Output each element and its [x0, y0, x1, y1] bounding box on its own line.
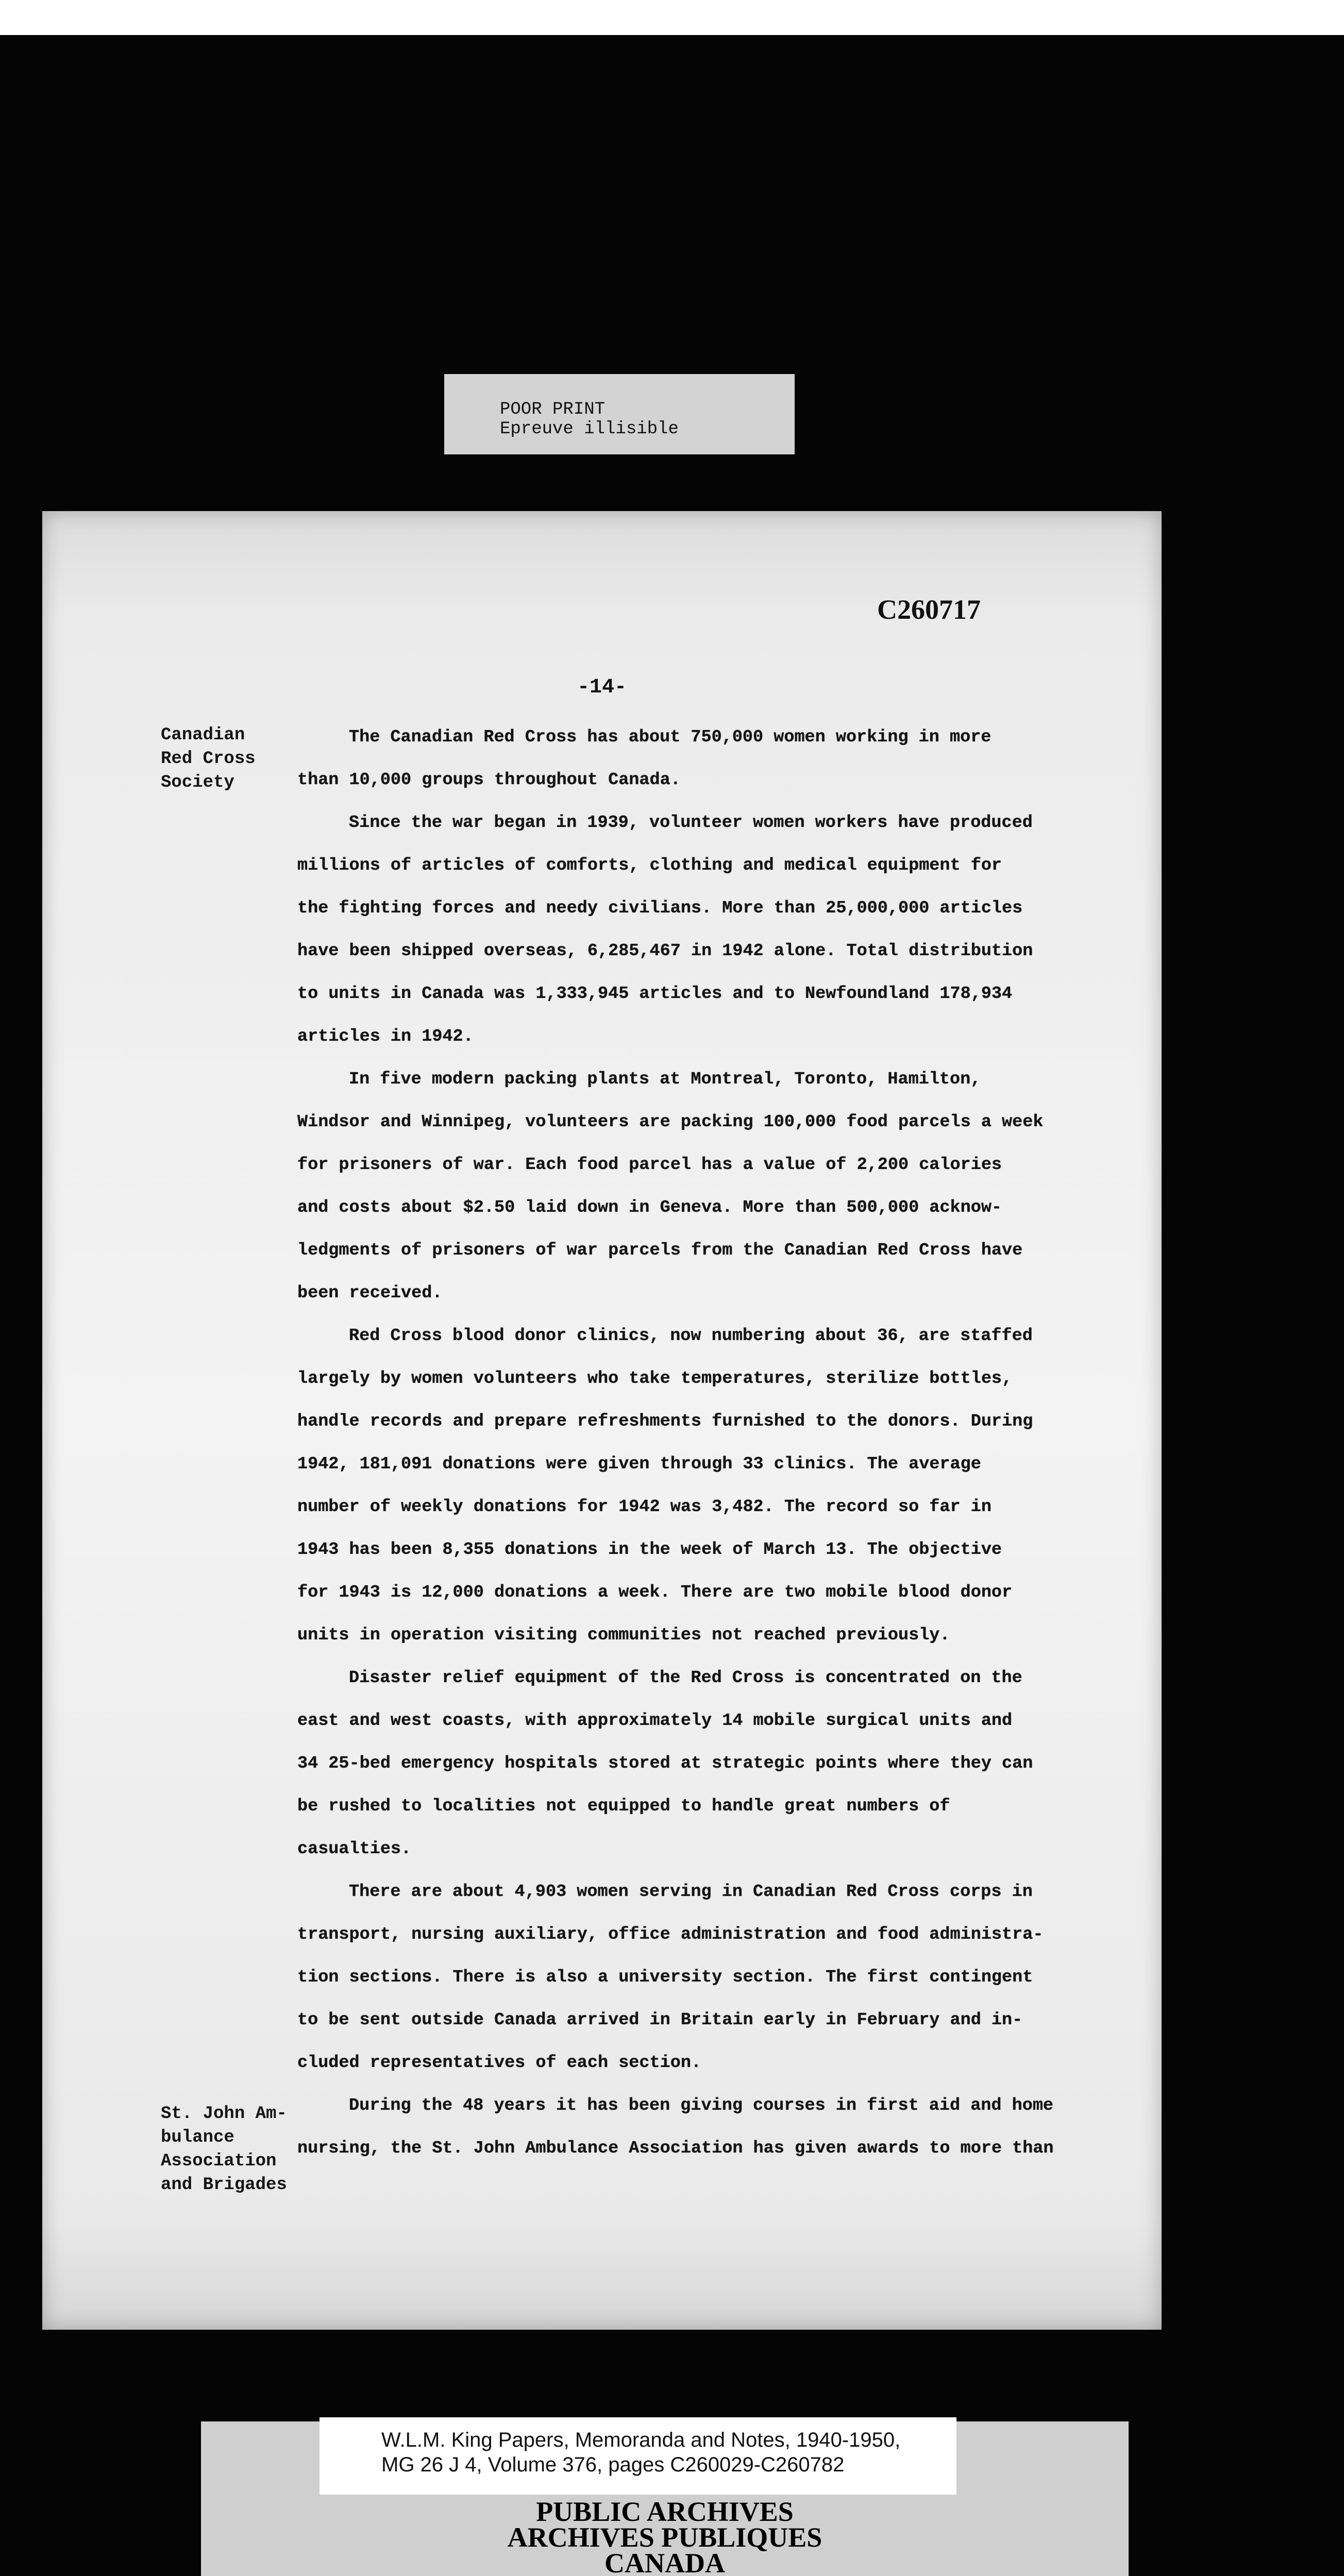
text-line: 1943 has been 8,355 donations in the week of March 13. The objective [297, 1540, 1002, 1560]
text-line: Red Cross blood donor clinics, now numbering about 36, are staffed [349, 1326, 1033, 1346]
public-archives-stamp [201, 2496, 1129, 2576]
text-line: 1942, 181,091 donations were given through 33 clinics. The average [297, 1454, 981, 1474]
poor-print-stamp [444, 374, 795, 454]
archive-citation-label [320, 2417, 956, 2495]
margin-note-red-cross [161, 723, 315, 794]
document-page [42, 511, 1162, 2330]
archives-stamp-line-2: ARCHIVES PUBLIQUES [507, 2522, 822, 2553]
margin-note-line: Red Cross [161, 749, 256, 769]
text-line: number of weekly donations for 1942 was 3,482. The record so far in [297, 1497, 992, 1517]
poor-print-line-1: POOR PRINT [500, 400, 606, 419]
poor-print-line-2: Epreuve illisible [500, 419, 679, 439]
text-line: millions of articles of comforts, clothing and medical equipment for [297, 856, 1002, 875]
citation-line-1: W.L.M. King Papers, Memoranda and Notes, 1940-1950, [381, 2429, 901, 2451]
margin-note-line: Canadian [161, 725, 245, 745]
text-line: Since the war began in 1939, volunteer women workers have produced [349, 813, 1033, 833]
text-line: be rushed to localities not equipped to handle great numbers of [297, 1797, 950, 1816]
text-line: and costs about $2.50 laid down in Geneva. More than 500,000 acknow- [297, 1198, 1002, 1217]
margin-note-line: Association [161, 2151, 277, 2171]
text-line: In five modern packing plants at Montreal, Toronto, Hamilton, [349, 1070, 981, 1089]
text-line: east and west coasts, with approximately 14 mobile surgical units and [297, 1711, 1013, 1731]
text-line: nursing, the St. John Ambulance Association has given awards to more than [297, 2139, 1054, 2158]
text-line: articles in 1942. [297, 1027, 474, 1046]
text-line: for 1943 is 12,000 donations a week. There are two mobile blood donor [297, 1583, 1013, 1602]
text-line: There are about 4,903 women serving in Canadian Red Cross corps in [349, 1882, 1033, 1902]
text-line: The Canadian Red Cross has about 750,000 women working in more [349, 727, 992, 747]
text-line: units in operation visiting communities not reached previously. [297, 1625, 950, 1645]
text-line: transport, nursing auxiliary, office administration and food administra- [297, 1925, 1044, 1944]
text-line: During the 48 years it has been giving courses in first aid and home [349, 2096, 1054, 2115]
citation-line-2: MG 26 J 4, Volume 376, pages C260029-C260782 [381, 2453, 845, 2476]
margin-note-line: Society [161, 773, 234, 792]
text-line: Windsor and Winnipeg, volunteers are packing 100,000 food parcels a week [297, 1112, 1044, 1132]
top-film-strip [0, 0, 1344, 35]
text-line: to be sent outside Canada arrived in Britain early in February and in- [297, 2010, 1023, 2030]
text-line: casualties. [297, 1839, 412, 1859]
margin-note-line: bulance [161, 2128, 234, 2147]
text-line: been received. [297, 1283, 443, 1303]
archives-stamp-line-1: PUBLIC ARCHIVES [536, 2496, 794, 2527]
text-line: handle records and prepare refreshments furnished to the donors. During [297, 1412, 1033, 1431]
reference-number: C260717 [877, 594, 981, 625]
text-line: 34 25-bed emergency hospitals stored at strategic points where they can [297, 1754, 1033, 1773]
text-line: ledgments of prisoners of war parcels from the Canadian Red Cross have [297, 1241, 1023, 1260]
body-text [297, 716, 1132, 2170]
archives-stamp-line-3: CANADA [604, 2548, 725, 2576]
margin-note-line: St. John Am- [161, 2104, 287, 2124]
text-line: than 10,000 groups throughout Canada. [297, 770, 681, 790]
margin-note-st-john [161, 2102, 315, 2197]
margin-note-line: and Brigades [161, 2175, 287, 2195]
text-line: have been shipped overseas, 6,285,467 in 1942 alone. Total distribution [297, 941, 1033, 961]
text-line: for prisoners of war. Each food parcel has a value of 2,200 calories [297, 1155, 1002, 1175]
page-number: -14- [577, 676, 627, 699]
text-line: cluded representatives of each section. [297, 2053, 702, 2073]
text-line: Disaster relief equipment of the Red Cross is concentrated on the [349, 1668, 1022, 1688]
text-line: the fighting forces and needy civilians. More than 25,000,000 articles [297, 899, 1023, 918]
text-line: tion sections. There is also a university section. The first contingent [297, 1968, 1033, 1987]
text-line: to units in Canada was 1,333,945 articles and to Newfoundland 178,934 [297, 984, 1013, 1004]
text-line: largely by women volunteers who take temperatures, sterilize bottles, [297, 1369, 1013, 1388]
